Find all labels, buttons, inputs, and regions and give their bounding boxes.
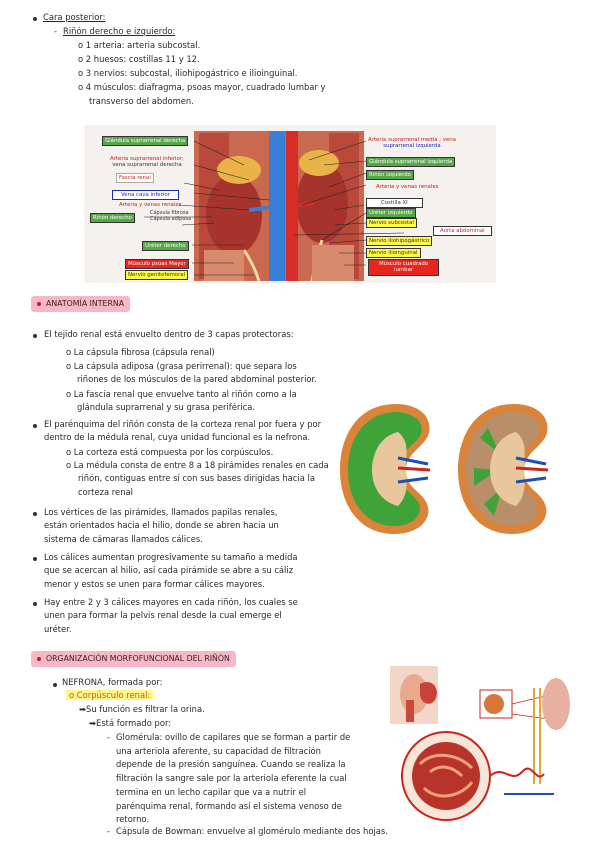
bullet bbox=[33, 17, 37, 21]
paragraph-pelvis: unen para formar la pelvis renal desde la cual emerge el bbox=[44, 610, 282, 620]
dash: - bbox=[107, 826, 111, 836]
glomerulo-text: una arteriola aferente, su capacidad de filtración bbox=[116, 746, 321, 756]
paragraph-pelvis: Hay entre 2 y 3 cálices mayores en cada riñón, los cuales se bbox=[44, 597, 298, 607]
nefrona-label: NEFRONA, formada por: bbox=[62, 677, 163, 687]
layer-item-cont: glándula suprarrenal y su grasa periférica. bbox=[77, 402, 256, 412]
parenchyma-item-cont: riñón, contiguas entre sí con sus bases dirigidas hacia la bbox=[78, 473, 315, 483]
paragraph-pyramids: están orientados hacia el hilio, donde se abren hacia un bbox=[44, 520, 279, 530]
label-inferior-vena-cava: Vena cava inferior bbox=[112, 190, 179, 200]
bullet bbox=[53, 683, 57, 687]
section-tag-organizacion: ORGANIZACIÓN MORFOFUNCIONAL DEL RIÑÓN bbox=[31, 651, 236, 667]
bullet bbox=[33, 557, 37, 561]
kidney-section-figure bbox=[336, 398, 576, 540]
label-psoas: Músculo psoas Mayor bbox=[125, 259, 189, 269]
parenchyma-item-cont: corteza renal bbox=[78, 487, 133, 497]
subsection-kidneys: Riñón derecho e izquierdo: bbox=[63, 26, 176, 36]
glomerulo-text: depende de la presión sanguínea. Cuando se realiza la bbox=[116, 759, 346, 769]
label-left-kidney: Riñón izquierdo bbox=[366, 170, 414, 180]
bullet bbox=[33, 602, 37, 606]
posterior-item-cont: transverso del abdomen. bbox=[89, 96, 194, 106]
label-renal-vessels-left: Arteria y venas renales bbox=[119, 202, 182, 208]
section-title-posterior: Cara posterior: bbox=[43, 12, 106, 22]
label-subcostal-nerve: Nervio subcostal bbox=[366, 218, 417, 228]
label-renal-fascia: Fascia renal bbox=[116, 173, 154, 183]
label-middle-adrenal-artery: Arteria suprarrenal media ; vena suprarrenal izquierda bbox=[368, 137, 456, 150]
formado-line: ➡Está formado por: bbox=[89, 718, 172, 728]
corpusculo-label: o Corpúsculo renal: bbox=[66, 689, 153, 702]
label-rib-xi: Costilla XI bbox=[366, 198, 423, 208]
funcion-line: ➡Su función es filtrar la orina. bbox=[79, 704, 205, 714]
label-inferior-adrenal-artery: Arteria suprarrenal inferior; vena suprarrenal derecha bbox=[110, 156, 184, 169]
label-iliohypogastric: Nervio iliohipogástrico bbox=[366, 236, 432, 246]
section-tag-anatomia: ANATOMÍA INTERNA bbox=[31, 296, 130, 312]
paragraph-layers: El tejido renal está envuelto dentro de 3 capas protectoras: bbox=[44, 329, 294, 339]
posterior-item: o 1 arteria: arteria subcostal. bbox=[78, 40, 201, 50]
glomerulo-text: Glomérula: ovillo de capilares que se forman a partir de bbox=[116, 732, 351, 742]
layer-item: o La fascia renal que envuelve tanto al riñón como a la bbox=[66, 389, 297, 399]
parenchyma-item: o La corteza está compuesta por los corpúsculos. bbox=[66, 447, 274, 457]
label-capsules: Cápsula fibrosa Cápsula adiposa bbox=[150, 210, 192, 222]
label-renal-vessels-right: Arteria y venas renales bbox=[376, 184, 439, 190]
layer-item: o La cápsula fibrosa (cápsula renal) bbox=[66, 347, 215, 357]
paragraph-calyces: menor y estos se unen para formar cálices mayores. bbox=[44, 579, 265, 589]
label-abdominal-aorta: Aorta abdominal bbox=[433, 226, 492, 236]
label-ilioinguinal: Nervio ilioinguinal bbox=[366, 248, 421, 258]
paragraph-pyramids: sistema de cámaras llamados cálices. bbox=[44, 534, 203, 544]
bullet bbox=[33, 424, 37, 428]
paragraph-parenchyma: El parénquima del riñón consta de la corteza renal por fuera y por bbox=[44, 419, 322, 429]
label-quadratus-lumborum: Músculo cuadrado lumbar bbox=[368, 259, 439, 276]
paragraph-calyces: Los cálices aumentan progresivamente su tamaño a medida bbox=[44, 552, 298, 562]
paragraph-pelvis: uréter. bbox=[44, 624, 72, 634]
layer-item-cont: riñones de los músculos de la pared abdominal posterior. bbox=[77, 374, 317, 384]
glomerulo-text: parénquima renal, formando así el sistema venoso de bbox=[116, 801, 342, 811]
label-left-ureter: Uréter izquierdo bbox=[366, 208, 416, 218]
label-right-ureter: Uréter derecho bbox=[142, 241, 189, 251]
paragraph-calyces: que se acercan al hilio, así cada pirámide se abre a su cáliz bbox=[44, 565, 294, 575]
paragraph-pyramids: Los vértices de las pirámides, llamados papilas renales, bbox=[44, 507, 278, 517]
glomerulo-text: retorno. bbox=[116, 814, 150, 824]
parenchyma-item: o La médula consta de entre 8 a 18 pirámides renales en cada bbox=[66, 460, 329, 470]
kidney-section-illustration bbox=[336, 398, 576, 540]
glomerulo-text: termina en un lecho capilar que va a nutrir el bbox=[116, 787, 307, 797]
label-right-kidney: Riñón derecho bbox=[90, 213, 135, 223]
paragraph-parenchyma-cont: dentro de la médula renal, cuya unidad funcional es la nefrona. bbox=[44, 432, 311, 442]
posterior-item: o 2 huesos: costillas 11 y 12. bbox=[78, 54, 200, 64]
label-genitofemoral: Nervio genitofemoral bbox=[125, 270, 188, 280]
label-right-adrenal: Glándula suprarrenal derecha bbox=[102, 136, 188, 146]
posterior-item: o 3 nervios: subcostal, iliohipogástrico e ilioinguinal. bbox=[78, 68, 298, 78]
bowman-text: Cápsula de Bowman: envuelve al glomérulo mediante dos hojas. bbox=[116, 826, 388, 836]
dash: - bbox=[107, 732, 111, 742]
bullet bbox=[33, 512, 37, 516]
nephron-figure bbox=[384, 664, 578, 824]
glomerulo-text: filtración la sangre sale por la arteriola eferente la cual bbox=[116, 773, 347, 783]
posterior-item: o 4 músculos: diafragma, psoas mayor, cuadrado lumbar y bbox=[78, 82, 326, 92]
layer-item: o La cápsula adiposa (grasa perirrenal): que separa los bbox=[66, 361, 297, 371]
nephron-illustration bbox=[384, 664, 578, 824]
bullet bbox=[33, 334, 37, 338]
dash: - bbox=[54, 26, 58, 36]
label-left-adrenal: Glándula suprarrenal izquierda bbox=[366, 157, 455, 167]
